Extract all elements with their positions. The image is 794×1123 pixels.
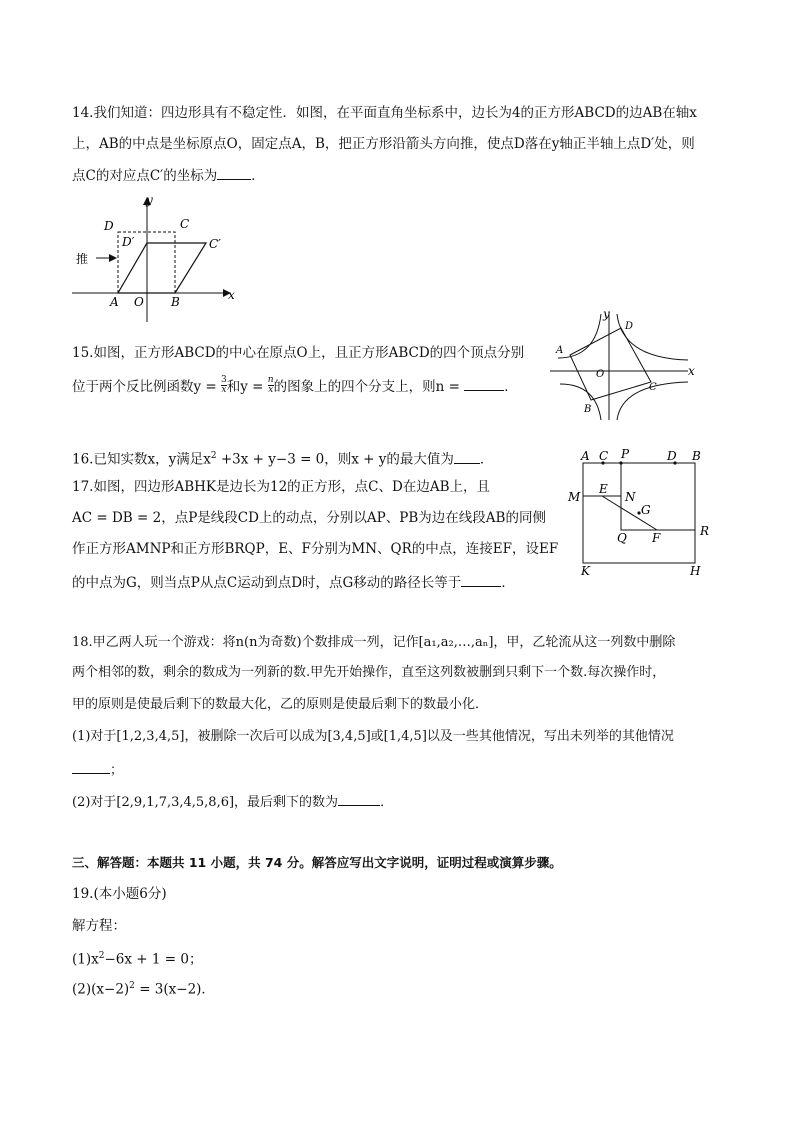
q17-line4 [72,572,515,592]
q16-text-b: +3x + y−3 = 0，则x + y的最大值为 [216,451,454,468]
q17-label-m: M [568,490,581,504]
q15-label-x: x [688,364,695,378]
q15-label-d: D [625,321,634,332]
q19-head: 19.(本小题6分) [72,886,167,902]
q16-line [72,447,493,469]
q16-end: ． [479,451,494,468]
q19-part2 [72,977,215,999]
q14-label-d: D [104,219,114,233]
q17-line1: 17.如图，四边形ABHK是边长为12的正方形，点C、D在边AB上，且 [72,479,490,495]
section3-title: 三、解答题：本题共 11 小题，共 74 分。解答应写出文字说明，证明过程或演算步骤。 [72,855,562,870]
q17-figure [565,446,715,578]
q19-p1a: (1)x [72,951,99,968]
q17-label-d: D [667,449,677,463]
q18-line4: (1)对于[1,2,3,4,5]，被删除一次后可以成为[3,4,5]或[1,4,5]以及一些其他情况，写出未列举的其他情况 [72,729,674,744]
q18-part2-blank [338,791,380,806]
q17-label-h: H [690,564,701,578]
q14-label-c: C [180,217,190,231]
q15-frac2-num: n [267,375,274,385]
q15-frac1-num: 3 [221,375,227,385]
q19-p2b: = 3(x−2)． [134,981,215,998]
q16-sup: 2 [210,451,217,461]
q17-label-q: Q [617,531,627,545]
q18-line6 [72,791,393,812]
q14-answer-blank [217,165,251,180]
q18-line5 [72,759,123,780]
q14-label-o: O [134,295,144,309]
q14-label-x: x [228,288,235,302]
q15-label-a: A [556,345,564,356]
q18-line1: 18.甲乙两人玩一个游戏：将n(n为奇数)个数排成一列，记作[a₁,a₂,…,aₙ]，甲，乙轮流从这一列数中删除 [72,635,676,650]
q15-label-y: y [603,308,610,321]
q15-label-b: B [584,404,592,415]
q14-line1: 14.我们知道：四边形具有不稳定性．如图，在平面直角坐标系中，边长为4的正方形ABCD的边AB在轴x [72,105,697,121]
q15-line2c: 的图象上的四个分支上，则n = [273,379,465,395]
q14-label-cprime: C′ [209,237,221,251]
q18-line2: 两个相邻的数，剩余的数成为一列新的数.甲先开始操作，直至这列数被删到只剩下一个数.每次操作时， [72,665,666,680]
q17-label-f: F [652,531,661,545]
q15-frac2-den: x [268,385,274,395]
q19-p1b: −6x + 1 = 0； [104,951,203,968]
q14-label-push: 推 [76,252,89,266]
q19-part1 [72,947,202,969]
q19-intro: 解方程： [72,918,126,934]
q17-answer-blank [461,572,501,587]
q15-line1: 15.如图，正方形ABCD的中心在原点O上，且正方形ABCD的四个顶点分别 [72,345,525,361]
q17-label-b: B [692,449,701,463]
q18-part1-blank [72,759,110,774]
q17-line2: AC = DB = 2，点P是线段CD上的动点，分别以AP、PB为边在线段AB的同侧 [72,510,546,526]
q16-answer-blank [454,449,480,464]
q19-p1sup: 2 [98,951,105,961]
q15-branch-ll [560,384,601,420]
q17-line4-text: 的中点为G，则当点P从点C运动到点D时，点G移动的路径长等于 [72,575,462,591]
q15-label-c: C [649,382,657,393]
q14-label-dprime: D′ [122,235,135,249]
q15-label-o: O [596,369,605,380]
q17-line3: 作正方形AMNP和正方形BRQP，E、F分别为MN、QR的中点，连接EF，设EF [72,541,559,557]
q14-label-a: A [110,295,119,309]
q17-label-c: C [599,449,609,463]
q17-label-g: G [641,503,651,517]
q17-dot-p [619,461,622,464]
q18-line6-text: (2)对于[2,9,1,7,3,4,5,8,6]，最后剩下的数为 [72,795,339,810]
q15-line2a: 位于两个反比例函数y = [72,379,222,395]
q19-p2a: (2)(x−2) [72,981,130,998]
q15-answer-blank [464,376,504,391]
q14-label-b: B [171,295,180,309]
q15-branch-ul [558,314,601,358]
q18-line3: 甲的原则是使最后剩下的数最大化，乙的原则是使最后剩下的数最小化． [72,697,489,712]
q15-frac1-den: x [221,385,227,395]
q15-figure [548,308,698,423]
q17-label-r: R [700,524,710,538]
q17-label-n: N [625,490,636,504]
q15-line2b: 和y = [226,379,268,395]
q18-line5-end: ； [110,763,124,778]
q17-label-e: E [599,482,608,496]
q16-text-a: 16.已知实数x，y满足x [72,451,211,468]
q14-line3-end: ． [251,168,265,184]
q18-line6-end: ． [380,795,394,810]
q14-line3 [72,165,265,185]
q14-label-y: y [146,193,153,207]
q14-parallelogram [118,243,206,293]
q17-label-k: K [581,564,590,578]
q17-label-p: P [621,447,630,461]
q15-line2 [72,376,518,396]
q14-line3-text: 点C的对应点C′的坐标为 [72,168,218,184]
q17-line4-end: ． [501,575,515,591]
q14-figure [70,192,250,324]
q14-line2: 上，AB的中点是坐标原点O，固定点A，B，把正方形沿箭头方向推，使点D落在y轴正半轴上点D′处，则 [72,136,695,152]
q15-line2-end: ． [504,379,518,395]
q17-label-a: A [581,449,590,463]
q19-p2sup: 2 [129,981,135,991]
